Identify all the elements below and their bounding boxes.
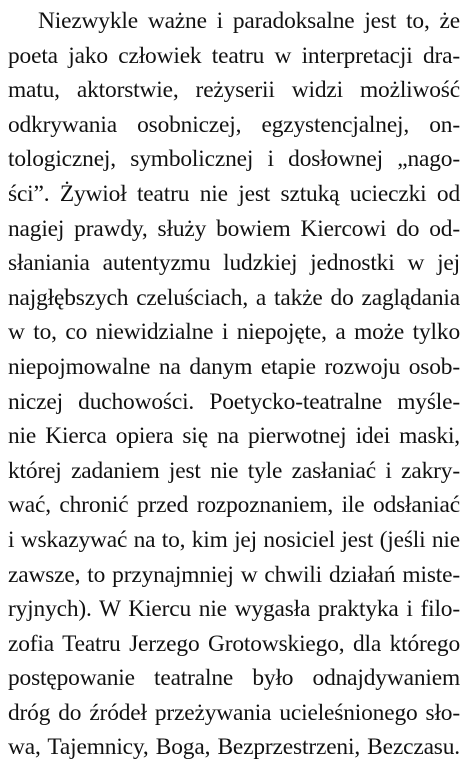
paragraph-line: zawsze, to przynajmniej w chwili działań miste- — [8, 561, 460, 588]
paragraph-line: poeta jako człowiek teatru w interpretacji dra- — [8, 42, 460, 69]
paragraph-line: w to, co niewidzialne i niepojęte, a może tylko — [8, 319, 460, 346]
paragraph — [8, 4, 460, 765]
paragraph-line: najgłębszych czeluściach, a także do zaglądania — [8, 284, 460, 311]
paragraph-line: wać, chronić przed rozpoznaniem, ile odsłaniać — [8, 492, 460, 519]
paragraph-line: której zadaniem jest nie tyle zasłaniać i zakry- — [8, 457, 460, 484]
paragraph-line: i wskazywać na to, kim jej nosiciel jest (jeśli nie — [8, 526, 460, 553]
paragraph-line: ryjnych). W Kiercu nie wygasła praktyka i filo- — [8, 596, 460, 623]
paragraph-line: nagiej prawdy, służy bowiem Kiercowi do od- — [8, 215, 460, 242]
paragraph-line: ści”. Żywioł teatru nie jest sztuką ucieczki od — [8, 180, 460, 207]
paragraph-line: niczej duchowości. Poetycko-teatralne myśle- — [8, 388, 460, 415]
paragraph-line: słaniania autentyzmu ludzkiej jednostki w jej — [8, 250, 460, 277]
paragraph-line: odkrywania osobniczej, egzystencjalnej, on- — [8, 111, 460, 138]
paragraph-line: Niezwykle ważne i paradoksalne jest to, że — [38, 8, 460, 34]
paragraph-line: dróg do źródeł przeżywania ucieleśnionego sło- — [8, 699, 460, 726]
paragraph-line: postępowanie teatralne było odnajdywaniem — [8, 665, 460, 692]
paragraph-line: tologicznej, symbolicznej i dosłownej „nago- — [8, 146, 460, 173]
paragraph-line: nie Kierca opiera się na pierwotnej idei maski, — [8, 423, 460, 450]
paragraph-line: wa, Tajemnicy, Boga, Bezprzestrzeni, Bezczasu. — [8, 734, 460, 761]
paragraph-line: zofia Teatru Jerzego Grotowskiego, dla którego — [8, 630, 460, 657]
paragraph-line: matu, aktorstwie, reżyserii widzi możliwość — [8, 77, 460, 104]
paragraph-line: niepojmowalne na danym etapie rozwoju osob- — [8, 353, 460, 380]
